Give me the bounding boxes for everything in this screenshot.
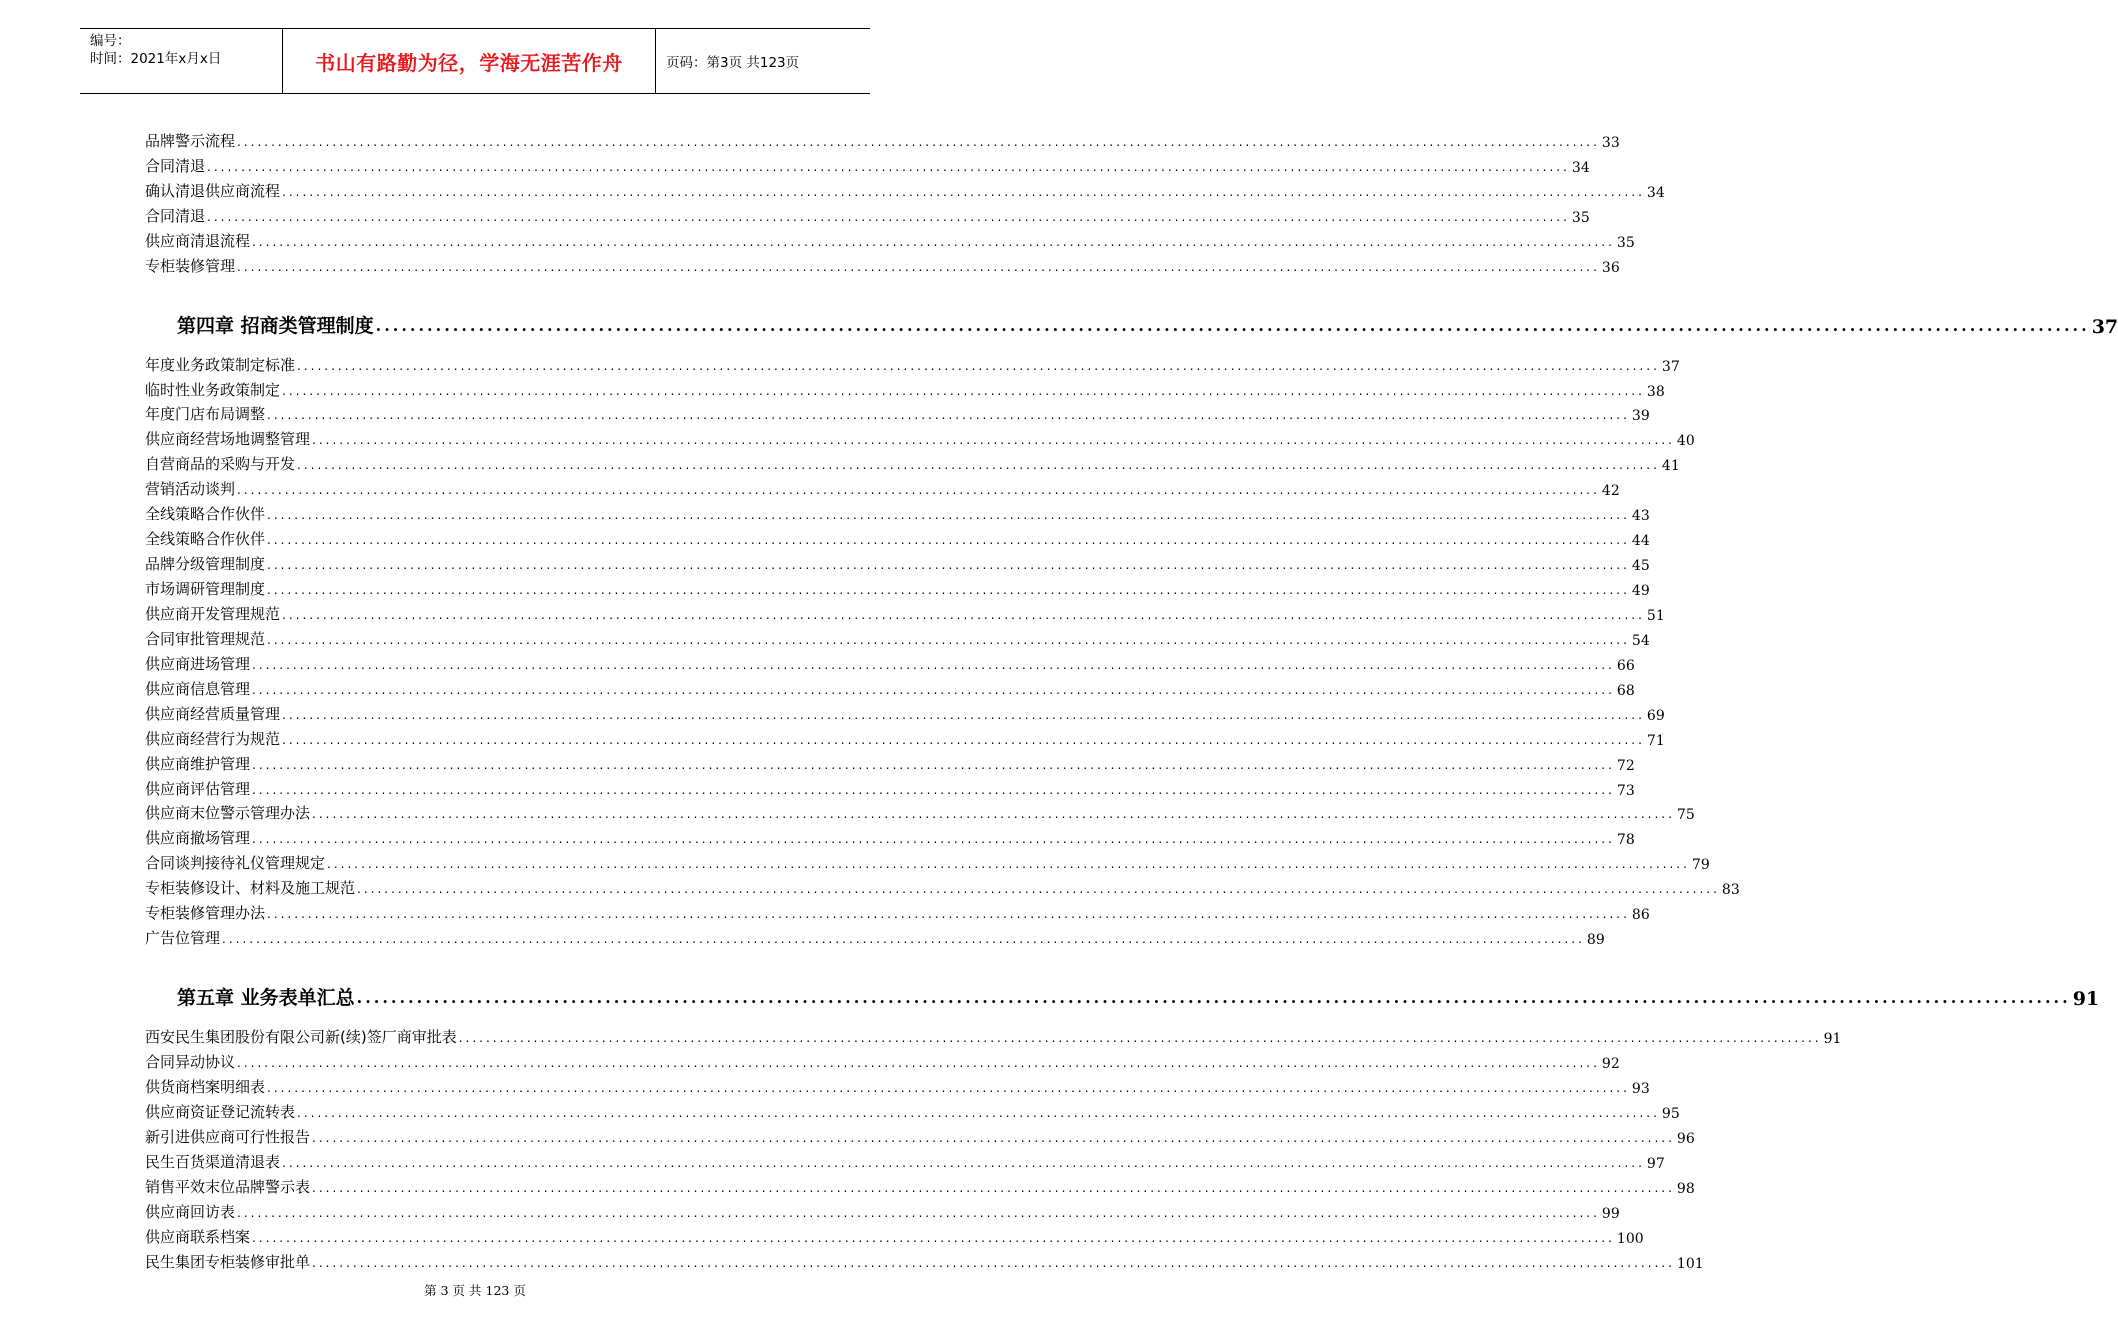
toc-dot-leader: ........................................................................................................................................................................................................	[312, 1255, 1675, 1270]
toc-entry-title: 供应商资证登记流转表	[145, 1102, 296, 1121]
toc-page-number: 68	[1616, 682, 1635, 699]
toc-entry-title: 临时性业务政策制定	[145, 380, 281, 399]
toc-entry-row[interactable]	[145, 749, 1635, 774]
toc-page-number: 93	[1631, 1080, 1650, 1097]
toc-dot-leader: ........................................................................................................................................................................................................	[237, 1205, 1600, 1220]
toc-dot-leader: ........................................................................................................................................................................................................	[237, 1056, 1600, 1070]
chapter-spacer	[145, 338, 808, 350]
toc-dot-leader: ........................................................................................................................................................................................................	[297, 1105, 1660, 1120]
toc-dot-leader: ........................................................................................................................................................................................................	[357, 882, 1720, 897]
toc-page-number: 51	[1646, 607, 1665, 624]
toc-dot-leader: ........................................................................................................................................................................................................	[267, 533, 1630, 548]
toc-entry-row[interactable]	[145, 251, 1620, 276]
toc-dot-leader: ........................................................................................................................................................................................................	[282, 383, 1645, 398]
toc-page-number: 99	[1601, 1205, 1620, 1222]
toc-dot-leader: ........................................................................................................................................................................................................	[297, 458, 1660, 473]
toc-page-number: 45	[1631, 558, 1650, 575]
table-of-contents	[145, 126, 2118, 1272]
toc-entry-title: 供应商维护管理	[145, 754, 251, 773]
toc-entry-title: 年度门店布局调整	[145, 405, 266, 424]
toc-dot-leader: ........................................................................................................................................................................................................	[312, 1180, 1675, 1195]
toc-page-number: 83	[1721, 882, 1740, 899]
toc-page-number: 49	[1631, 583, 1650, 599]
toc-entry-row[interactable]	[145, 724, 1665, 749]
toc-dot-leader: ........................................................................................................................................................................................................	[458, 1031, 1822, 1046]
toc-entry-row[interactable]	[145, 400, 1650, 425]
toc-entry-row[interactable]	[145, 624, 1650, 649]
toc-dot-leader: ........................................................................................................................................................................................................	[207, 159, 1570, 174]
header-meta	[80, 29, 282, 93]
toc-entry-title: 销售平效末位品牌警示表	[145, 1177, 311, 1196]
toc-entry-title: 供应商经营行为规范	[145, 729, 281, 748]
toc-page-number: 33	[1601, 134, 1620, 151]
header-motto: 书山有路勤为径，学海无涯苦作舟	[282, 29, 656, 93]
toc-entry-row[interactable]	[145, 201, 1590, 226]
toc-entry-row[interactable]	[145, 1222, 1644, 1247]
toc-dot-leader: ........................................................................................................................................................................................................	[312, 433, 1675, 448]
toc-dot-leader: ........................................................................................................................................................................................................	[297, 358, 1660, 373]
toc-dot-leader: ........................................................................................................................................................................................................	[252, 782, 1615, 797]
chapter-spacer	[145, 276, 808, 288]
toc-entry-title: 营销活动谈判	[145, 480, 236, 499]
toc-entry-row[interactable]	[145, 1097, 1680, 1122]
toc-dot-leader: ........................................................................................................................................................................................................	[282, 707, 1645, 722]
toc-page-number: 79	[1691, 857, 1710, 874]
toc-chapter-row[interactable]	[145, 288, 2118, 338]
toc-entry-title: 新引进供应商可行性报告	[145, 1127, 311, 1146]
toc-entry-row[interactable]	[145, 474, 1620, 500]
toc-entry-title: 供货商档案明细表	[145, 1077, 266, 1096]
toc-dot-leader: ........................................................................................................................................................................................................	[252, 832, 1615, 847]
toc-dot-leader: ........................................................................................................................................................................................................	[237, 483, 1600, 498]
toc-entry-row[interactable]	[145, 873, 1740, 899]
toc-page-number: 40	[1676, 433, 1695, 450]
toc-page-number: 78	[1616, 832, 1635, 849]
toc-entry-title: 全线策略合作伙伴	[145, 530, 266, 549]
toc-entry-row[interactable]	[145, 1172, 1695, 1197]
toc-entry-row[interactable]	[145, 1247, 1704, 1272]
toc-entry-row[interactable]	[145, 799, 1695, 824]
toc-entry-title: 品牌分级管理制度	[145, 555, 266, 574]
toc-entry-title: 供应商经营质量管理	[145, 704, 281, 723]
toc-page-number: 66	[1616, 657, 1635, 674]
chapter-spacer	[145, 948, 808, 960]
toc-dot-leader: ........................................................................................................................................................................................................	[222, 932, 1585, 947]
toc-page-number: 96	[1676, 1130, 1695, 1147]
toc-entry-title: 民生百货渠道清退表	[145, 1152, 281, 1171]
toc-dot-leader: ........................................................................................................................................................................................................	[267, 583, 1630, 597]
toc-entry-title: 专柜装修设计、材料及施工规范	[145, 879, 356, 898]
toc-dot-leader: ........................................................................................................................................................................................................	[207, 209, 1570, 224]
toc-entry-row[interactable]	[145, 674, 1635, 699]
toc-entry-row[interactable]	[145, 1022, 1842, 1048]
toc-entry-row[interactable]	[145, 226, 1635, 251]
toc-entry-row[interactable]	[145, 1122, 1695, 1147]
toc-dot-leader: ........................................................................................................................................................................................................	[252, 657, 1615, 672]
toc-entry-row[interactable]	[145, 1147, 1665, 1172]
toc-page-number: 42	[1601, 483, 1620, 500]
toc-entry-row[interactable]	[145, 1047, 1620, 1072]
toc-dot-leader: ........................................................................................................................................................................................................	[237, 134, 1600, 149]
toc-entry-title: 专柜装修管理	[145, 256, 236, 275]
toc-page-number: 35	[1616, 234, 1635, 251]
toc-entry-title: 广告位管理	[145, 929, 221, 948]
toc-page-number: 73	[1616, 782, 1635, 799]
toc-dot-leader: ........................................................................................................................................................................................................	[267, 632, 1630, 647]
toc-page-number: 37	[1661, 358, 1680, 375]
toc-entry-row[interactable]	[145, 848, 1710, 874]
toc-dot-leader: ........................................................................................................................................................................................................	[312, 1130, 1675, 1145]
toc-page-number: 37	[2091, 315, 2118, 338]
toc-page-number: 98	[1676, 1180, 1695, 1197]
toc-page-number: 75	[1676, 807, 1695, 824]
toc-entry-title: 供应商经营场地调整管理	[145, 430, 311, 449]
toc-page-number: 97	[1646, 1155, 1665, 1172]
toc-entry-row[interactable]	[145, 898, 1650, 924]
toc-dot-leader: ........................................................................................................................................................................................................	[252, 1230, 1615, 1245]
toc-page-number: 35	[1571, 209, 1590, 226]
toc-page-number: 54	[1631, 632, 1650, 649]
toc-page-number: 34	[1646, 184, 1665, 201]
page-header	[80, 28, 870, 94]
toc-entry-title: 供应商评估管理	[145, 779, 251, 798]
toc-dot-leader: ........................................................................................................................................................................................................	[267, 907, 1630, 922]
toc-entry-row[interactable]	[145, 524, 1650, 550]
toc-entry-title: 全线策略合作伙伴	[145, 505, 266, 524]
toc-entry-row[interactable]	[145, 774, 1635, 799]
toc-entry-title: 供应商清退流程	[145, 231, 251, 250]
toc-page-number: 43	[1631, 508, 1650, 525]
toc-dot-leader: ........................................................................................................................................................................................................	[252, 234, 1615, 249]
chapter-spacer	[145, 1010, 808, 1022]
toc-entry-row[interactable]	[145, 599, 1665, 624]
toc-dot-leader: ........................................................................................................................................................................................................	[267, 558, 1630, 573]
toc-page-number: 95	[1661, 1105, 1680, 1122]
toc-page-number: 86	[1631, 907, 1650, 924]
toc-entry-row[interactable]	[145, 350, 1680, 375]
toc-entry-row[interactable]	[145, 176, 1665, 201]
toc-entry-row[interactable]	[145, 449, 1680, 475]
toc-entry-row[interactable]	[145, 126, 1620, 151]
toc-entry-title: 供应商撤场管理	[145, 829, 251, 848]
toc-entry-title: 市场调研管理制度	[145, 580, 266, 598]
toc-page-number: 39	[1631, 408, 1650, 425]
toc-entry-row[interactable]	[145, 375, 1665, 400]
toc-entry-row[interactable]	[145, 424, 1695, 450]
toc-dot-leader: ........................................................................................................................................................................................................	[252, 682, 1615, 697]
toc-page-number: 71	[1646, 732, 1665, 749]
toc-dot-leader: ........................................................................................................................................................................................................	[252, 757, 1615, 772]
toc-dot-leader: ........................................................................................................................................................................................................	[267, 408, 1630, 423]
toc-entry-title: 年度业务政策制定标准	[145, 355, 296, 374]
toc-entry-row[interactable]	[145, 823, 1635, 849]
toc-dot-leader: ........................................................................................................................................................................................................	[237, 259, 1600, 274]
toc-entry-title: 西安民生集团股份有限公司新(续)签厂商审批表	[145, 1028, 457, 1047]
toc-dot-leader: ........................................................................................................................................................................................................	[327, 857, 1690, 872]
toc-entry-title: 供应商末位警示管理办法	[145, 804, 311, 823]
toc-page-number: 91	[2072, 988, 2100, 1011]
toc-page-number: 100	[1616, 1230, 1644, 1247]
toc-entry-title: 专柜装修管理办法	[145, 904, 266, 923]
toc-dot-leader: ........................................................................................................................................................................................................	[375, 315, 2090, 335]
toc-chapter-row[interactable]	[145, 960, 2100, 1011]
header-number-label: 编号：	[90, 33, 131, 49]
toc-page-number: 41	[1661, 458, 1680, 475]
toc-page-number: 38	[1646, 383, 1665, 400]
toc-dot-leader: ........................................................................................................................................................................................................	[282, 184, 1645, 199]
toc-page-number: 101	[1676, 1255, 1704, 1272]
toc-entry-title: 合同审批管理规范	[145, 629, 266, 648]
toc-entry-row[interactable]	[145, 1197, 1620, 1222]
toc-dot-leader: ........................................................................................................................................................................................................	[267, 1080, 1630, 1095]
toc-dot-leader: ........................................................................................................................................................................................................	[282, 607, 1645, 622]
toc-dot-leader: ........................................................................................................................................................................................................	[282, 732, 1645, 747]
toc-entry-title: 合同清退	[145, 206, 206, 225]
toc-page-number: 69	[1646, 707, 1665, 724]
toc-page-number: 91	[1823, 1031, 1842, 1048]
toc-page-number: 34	[1571, 159, 1590, 176]
toc-entry-title: 供应商联系档案	[145, 1227, 251, 1246]
toc-entry-title: 确认清退供应商流程	[145, 181, 281, 200]
toc-entry-title: 第四章 招商类管理制度	[177, 314, 374, 337]
toc-dot-leader: ........................................................................................................................................................................................................	[282, 1155, 1645, 1170]
toc-entry-title: 自营商品的采购与开发	[145, 455, 296, 474]
toc-dot-leader: ........................................................................................................................................................................................................	[267, 508, 1630, 523]
header-page-info: 页码：第3页 共123页	[666, 55, 800, 71]
toc-entry-title: 合同异动协议	[145, 1053, 236, 1071]
toc-entry-title: 品牌警示流程	[145, 131, 236, 150]
toc-page-number: 92	[1601, 1056, 1620, 1072]
toc-dot-leader: ........................................................................................................................................................................................................	[356, 988, 2071, 1008]
toc-entry-row[interactable]	[145, 649, 1635, 674]
toc-entry-title: 民生集团专柜装修审批单	[145, 1252, 311, 1271]
toc-entry-title: 供应商进场管理	[145, 654, 251, 673]
toc-entry-row[interactable]	[145, 574, 1650, 599]
toc-entry-title: 供应商回访表	[145, 1202, 236, 1221]
toc-dot-leader: ........................................................................................................................................................................................................	[312, 807, 1675, 822]
toc-entry-row[interactable]	[145, 1072, 1650, 1097]
page-footer: 第 3 页 共 123 页	[424, 1283, 526, 1298]
toc-entry-row[interactable]	[145, 151, 1590, 176]
toc-entry-title: 合同谈判接待礼仪管理规定	[145, 854, 326, 873]
toc-page-number: 44	[1631, 533, 1650, 550]
toc-entry-row[interactable]	[145, 549, 1650, 575]
toc-page-number: 36	[1601, 259, 1620, 276]
header-time-label: 时间：2021年x月x日	[90, 51, 222, 67]
toc-entry-row[interactable]	[145, 699, 1665, 724]
toc-page-number: 89	[1586, 932, 1605, 949]
toc-entry-title: 合同清退	[145, 156, 206, 175]
toc-entry-title: 供应商信息管理	[145, 679, 251, 698]
toc-entry-title: 供应商开发管理规范	[145, 604, 281, 623]
toc-entry-row[interactable]	[145, 923, 1605, 949]
toc-entry-row[interactable]	[145, 499, 1650, 525]
toc-entry-title: 第五章 业务表单汇总	[177, 987, 355, 1010]
toc-page-number: 72	[1616, 757, 1635, 774]
